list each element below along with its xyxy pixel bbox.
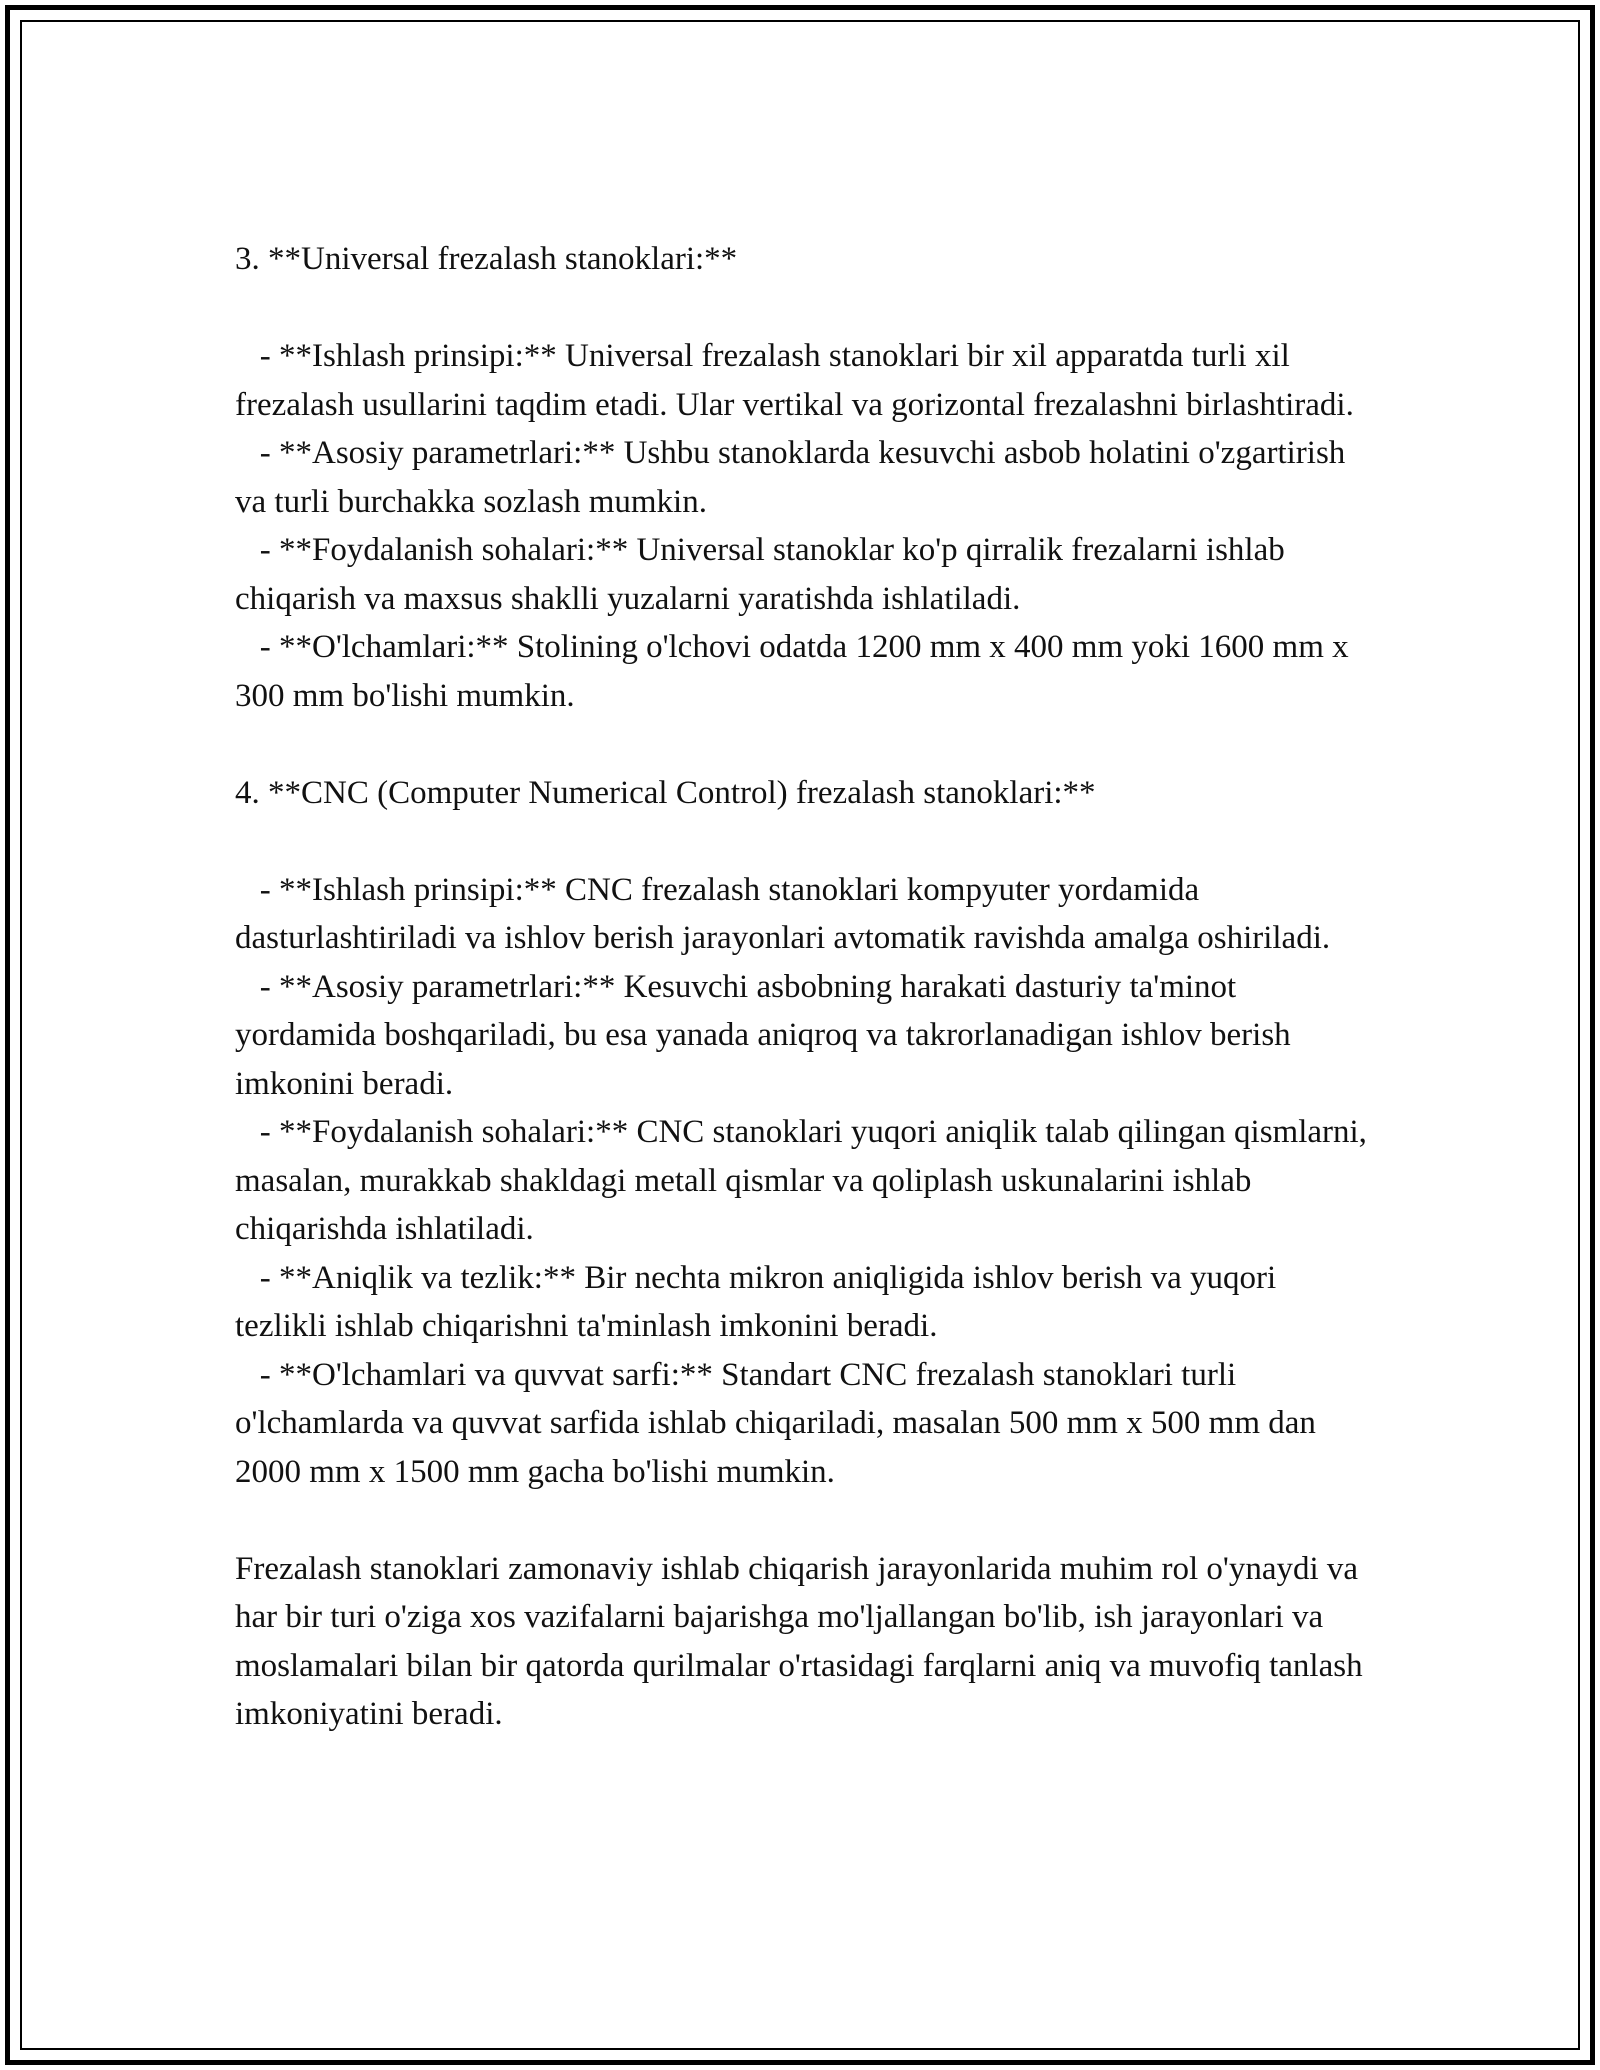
spacer [235, 284, 1370, 333]
list-item: - **Foydalanish sohalari:** Universal stanoklar ko'p qirralik frezalarni ishlab chiqarish va maxsus shaklli yuzalarni yaratishda ishlatiladi. [235, 532, 1293, 617]
list-item: - **Foydalanish sohalari:** CNC stanoklari yuqori aniqlik talab qilingan qismlarni, masalan, murakkab shakldagi metall qismlar va qoliplash uskunalarini ishlab chiqarishda ishlatiladi. [235, 1114, 1376, 1247]
list-item: - **O'lchamlari:** Stolining o'lchovi odatda 1200 mm x 400 mm yoki 1600 mm x 300 mm bo'lishi mumkin. [235, 629, 1357, 714]
list-item: - **Ishlash prinsipi:** Universal frezalash stanoklari bir xil apparatda turli xil frezalash usullarini taqdim etadi. Ular vertikal va gorizontal frezalashni birlashtiradi. [235, 338, 1354, 423]
section-heading-universal: 3. **Universal frezalash stanoklari:** [235, 241, 738, 277]
list-item: - **O'lchamlari va quvvat sarfi:** Standart CNC frezalash stanoklari turli o'lchamlarda va quvvat sarfida ishlab chiqariladi, masalan 500 mm x 500 mm dan 2000 mm x 1500 mm gacha bo'lishi mumkin. [235, 1356, 1325, 1490]
section-heading-cnc: 4. **CNC (Computer Numerical Control) frezalash stanoklari:** [235, 774, 1096, 811]
document-body [235, 235, 1376, 1739]
spacer [235, 720, 1370, 769]
conclusion-paragraph: Frezalash stanoklari zamonaviy ishlab chiqarish jarayonlarida muhim rol o'ynaydi va har bir turi o'ziga xos vazifalarni bajarishga mo'ljallangan bo'lib, ish jarayonlari va moslamalari bilan bir qatorda qurilmalar o'rtasidagi farqlarni aniq va muvofiq tanlash imkoniyatini beradi. [235, 1550, 1371, 1732]
list-item: - **Asosiy parametrlari:** Ushbu stanoklarda kesuvchi asbob holatini o'zgartirish va turli burchakka sozlash mumkin. [235, 435, 1354, 520]
list-item: - **Ishlash prinsipi:** CNC frezalash stanoklari kompyuter yordamida dasturlashtiriladi va ishlov berish jarayonlari avtomatik ravishda amalga oshiriladi. [235, 871, 1331, 956]
list-item: - **Asosiy parametrlari:** Kesuvchi asbobning harakati dasturiy ta'minot yordamida boshqariladi, bu esa yanada aniqroq va takrorlanadigan ishlov berish imkonini beradi. [235, 968, 1299, 1102]
spacer [235, 817, 1370, 866]
list-item: - **Aniqlik va tezlik:** Bir nechta mikron aniqligida ishlov berish va yuqori tezlikli ishlab chiqarishni ta'minlash imkonini beradi. [235, 1259, 1285, 1344]
spacer [235, 1496, 1370, 1545]
